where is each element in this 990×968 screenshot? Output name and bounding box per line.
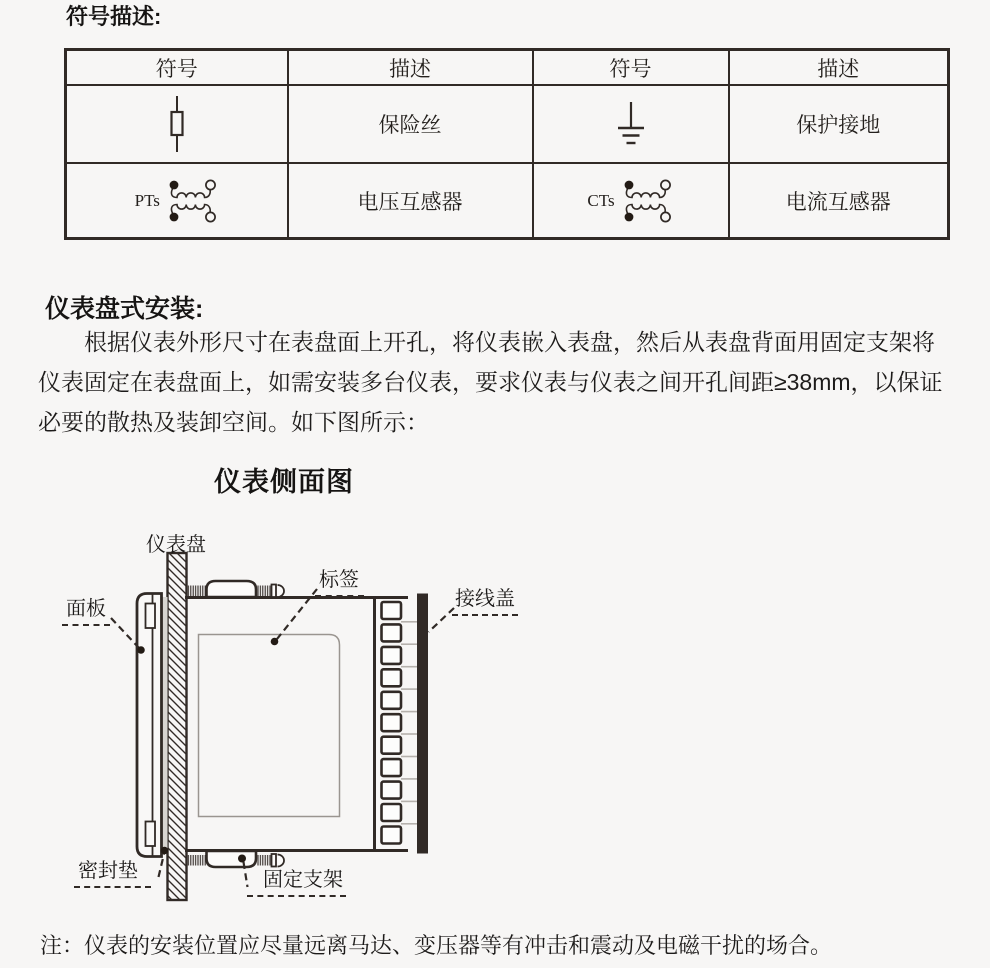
header-symbol-2: 符号 [533,50,729,86]
protective-earth-icon [616,101,646,147]
header-symbol-1: 符号 [66,50,288,86]
terminal-cover-bar [417,594,428,854]
install-note: 注：仪表的安装位置应尽量远离马达、变压器等有冲击和震动及电磁干扰的场合。 [40,933,833,958]
ct-transformer-coil-icon [622,178,674,224]
table-header-row [66,50,949,86]
ct-description: 电流互感器 [729,163,949,239]
terminal-block [382,602,402,844]
panel-wall [168,553,187,900]
pt-transformer-coil-icon [167,178,219,224]
fuse-icon [166,95,188,153]
table-row [66,163,949,239]
symbols-section-heading: 符号描述: [66,4,162,29]
diagram-label-gasket: 密封垫 [74,854,151,888]
fixing-bracket-top [187,581,285,597]
ct-label: CTs [587,190,615,210]
meter-body [185,597,408,851]
diagram-label-panel: 仪表盘 [146,534,206,556]
label-sticker-outline [199,635,340,817]
table-row [66,85,949,163]
install-paragraph: 根据仪表外形尺寸在表盘面上开孔，将仪表嵌入表盘，然后从表盘背面用固定支架将仪表固定在表盘面上，如需安装多台仪表，要求仪表与仪表之间开孔间距≥38mm，以保证必要的散热及装卸空间。如下图所示： [38,329,943,435]
install-section-heading: 仪表盘式安装: [45,295,204,323]
pt-label: PTs [134,190,160,210]
fuse-description: 保险丝 [288,85,533,163]
header-desc-2: 描述 [729,50,949,86]
front-panel-leader [111,618,139,648]
header-desc-1: 描述 [288,50,533,86]
diagram-title: 仪表侧面图 [214,467,354,497]
diagram-label-bracket: 固定支架 [247,863,346,897]
diagram-label-sticker: 标签 [315,563,364,597]
earth-description: 保护接地 [729,85,949,163]
pt-description: 电压互感器 [288,163,533,239]
diagram-label-terminal-cover: 接线盖 [452,582,518,616]
symbol-description-table [64,48,950,240]
front-panel-bezel [137,594,162,857]
diagram-label-front-panel: 面板 [62,592,110,626]
terminal-strip-separators [401,622,417,824]
terminal-cover-leader [429,608,455,632]
